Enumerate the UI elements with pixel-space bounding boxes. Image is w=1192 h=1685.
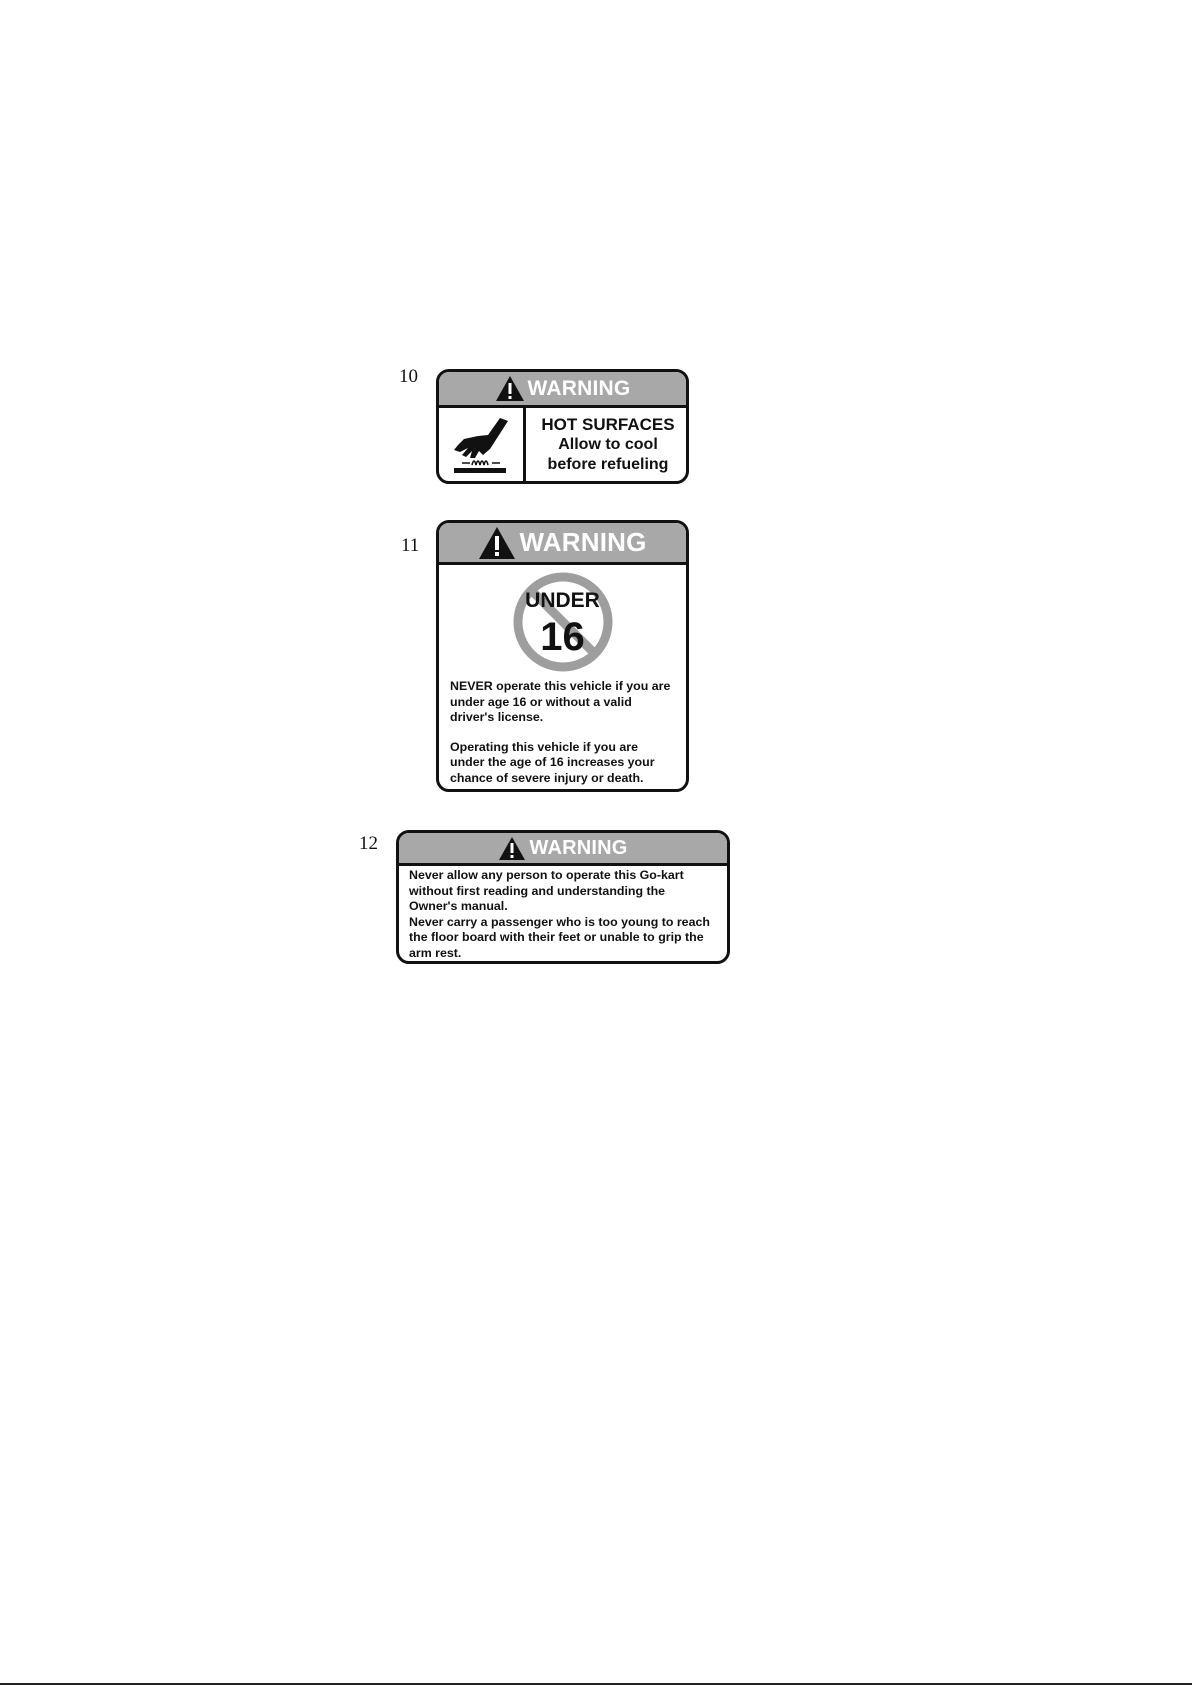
allow-to-cool-line: Allow to cool <box>558 435 658 453</box>
owners-manual-warning-text <box>409 868 721 962</box>
under-16-badge <box>512 571 614 673</box>
under-text: UNDER <box>525 589 600 612</box>
warning-triangle-icon <box>498 836 526 861</box>
warning-header <box>399 833 727 866</box>
hot-surfaces-line: HOT SURFACES <box>541 414 675 434</box>
age-sixteen: 16 <box>540 615 585 659</box>
warning-line: Owner's manual. <box>409 899 508 914</box>
paragraph-line: Operating this vehicle if you are <box>450 739 638 754</box>
label-number-12: 12 <box>359 833 378 854</box>
warning-header <box>439 372 686 408</box>
paragraph-line: driver's license. <box>450 710 544 725</box>
paragraph-line: under age 16 or without a valid <box>450 694 632 709</box>
warning-title: WARNING <box>519 527 647 557</box>
label-number-10: 10 <box>399 366 418 387</box>
paragraph-line: chance of severe injury or death. <box>450 770 644 785</box>
warning-line: without first reading and understanding the <box>409 883 666 898</box>
warning-title: WARNING <box>527 376 631 400</box>
risk-paragraph <box>450 740 686 787</box>
warning-triangle-icon <box>495 375 525 402</box>
warning-line: Never carry a passenger who is too young to reach <box>409 914 710 929</box>
warning-triangle-icon <box>478 526 516 560</box>
before-refueling-line: before refueling <box>547 455 669 473</box>
warning-label-under-16 <box>436 520 689 792</box>
warning-label-hot-surfaces <box>436 369 689 484</box>
label-number-11: 11 <box>401 535 420 556</box>
warning-title: WARNING <box>529 836 628 859</box>
paragraph-line: under the age of 16 increases your <box>450 755 655 770</box>
paragraph-line: NEVER operate this vehicle if you are <box>450 679 671 693</box>
warning-header <box>439 523 686 565</box>
warning-line: Never allow any person to operate this Go-kart <box>409 868 684 882</box>
warning-line: the floor board with their feet or unable to grip the <box>409 930 704 945</box>
hot-surface-hand-icon <box>439 408 526 481</box>
warning-line: arm rest. <box>409 945 462 960</box>
warning-label-owners-manual <box>396 830 730 964</box>
never-operate-paragraph <box>450 679 686 726</box>
